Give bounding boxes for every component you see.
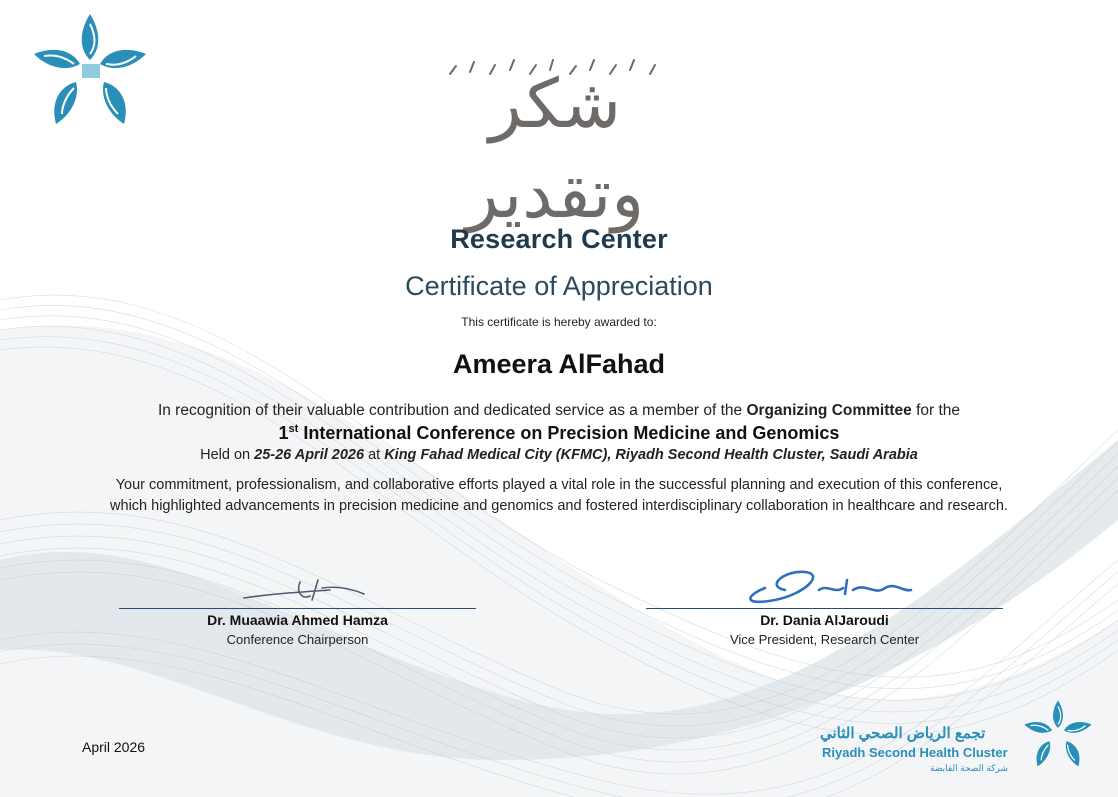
signature-2 <box>735 566 915 608</box>
heading-research-center: Research Center <box>450 224 668 254</box>
cluster-name-arabic: تجمع الرياض الصحي الثاني <box>820 725 986 742</box>
signatory-1-name: Dr. Muaawia Ahmed Hamza <box>207 612 388 628</box>
signature-line-1 <box>119 608 476 609</box>
recognition-prefix: In recognition of their valuable contribution and dedicated service as a member of the <box>157 402 747 419</box>
signature-1 <box>240 574 370 608</box>
recipient-name: Ameera AlFahad <box>452 349 666 379</box>
cluster-subtitle-arabic: شركة الصحة القابضة <box>930 763 1008 773</box>
cluster-star-logo <box>28 10 152 130</box>
conference-ordinal: 1 <box>278 423 289 443</box>
conference-venue: King Fahad Medical City (KFMC), Riyadh Second Health Cluster, Saudi Arabia <box>384 447 918 463</box>
appreciation-paragraph: Your commitment, professionalism, and collaborative efforts played a vital role in the successful planning and execution of this conference, which highlighted advancements in precision medicine and genomics and fostered interdisciplinary collaboration in healthcare and research. <box>110 477 1008 514</box>
held-mid: at <box>364 447 385 463</box>
conference-dates: 25-26 April 2026 <box>254 447 365 463</box>
signatory-2-title: Vice President, Research Center <box>729 632 920 647</box>
held-prefix: Held on <box>200 447 255 463</box>
committee-name: Organizing Committee <box>746 402 912 419</box>
signatory-2-name: Dr. Dania AlJaroudi <box>760 612 889 628</box>
recognition-suffix: for the <box>911 402 961 419</box>
conference-ordinal-suffix: st <box>288 423 299 435</box>
conference-name: International Conference on Precision Medicine and Genomics <box>298 423 840 443</box>
cluster-name-english: Riyadh Second Health Cluster <box>822 745 1008 760</box>
conference-title <box>0 423 1118 444</box>
certificate-date: April 2026 <box>82 739 146 755</box>
awarded-text: This certificate is hereby awarded to: <box>461 315 657 329</box>
signature-line-2 <box>646 608 1003 609</box>
calligraphy-dots <box>430 44 690 84</box>
certificate-title: Certificate of Appreciation <box>405 271 713 301</box>
signatory-1-title: Conference Chairperson <box>226 632 369 647</box>
held-line <box>0 447 1118 463</box>
recognition-line <box>0 402 1118 420</box>
arabic-title: شكر وتقدير <box>465 65 645 234</box>
cluster-star-logo-small <box>1020 698 1096 770</box>
